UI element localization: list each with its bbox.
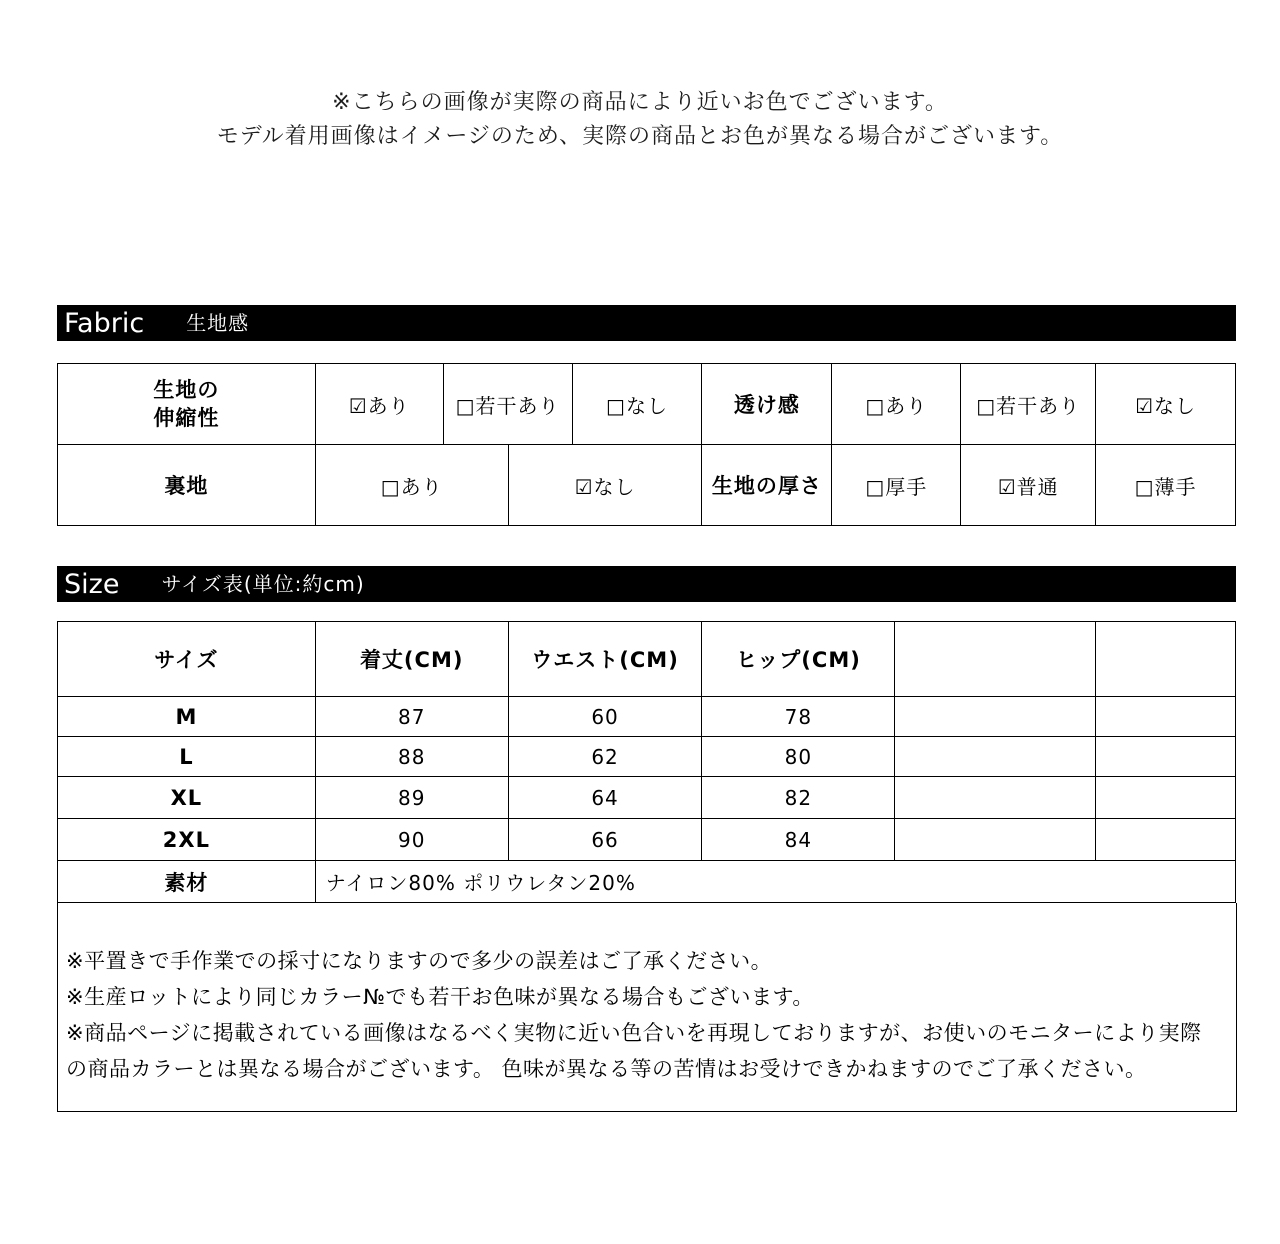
material-value: ナイロン80% ポリウレタン20% [316,861,1236,903]
fabric-stretch-label-line2: 伸縮性 [153,406,220,430]
size-col-header-hip: ヒップ(CM) [702,622,895,697]
size-row-l-length: 88 [316,737,509,777]
material-row [58,861,1236,903]
size-row-l-empty-2 [1096,737,1236,777]
size-col-header-empty-1 [895,622,1096,697]
size-row-2xl-empty-1 [895,819,1096,861]
size-row-m-hip: 78 [702,697,895,737]
fabric-lining-option-ari: □あり [316,445,509,526]
color-notice-line-2: モデル着用画像はイメージのため、実際の商品とお色が異なる場合がございます。 [216,124,1064,149]
fabric-stretch-row [58,364,1236,445]
material-label: 素材 [58,861,316,903]
fabric-lining-option-nashi: ☑なし [509,445,703,526]
size-title-jp: サイズ表(単位:約cm) [161,572,365,596]
size-row-xl-empty-2 [1096,777,1236,819]
size-row-l [58,737,1236,777]
disclaimer-notes [58,903,1237,1112]
size-row-2xl-waist: 66 [509,819,703,861]
size-row-l-hip: 80 [702,737,895,777]
size-col-header-size: サイズ [58,622,316,697]
fabric-stretch-option-ari: ☑あり [316,364,444,445]
size-table [57,621,1236,1112]
size-row-2xl-empty-2 [1096,819,1236,861]
size-row-l-label: L [58,737,316,777]
size-row-m-label: M [58,697,316,737]
size-title-en: Size [64,568,120,600]
fabric-thickness-option-futsuu: ☑普通 [961,445,1096,526]
size-row-m [58,697,1236,737]
size-col-header-length: 着丈(CM) [316,622,509,697]
size-row-2xl-length: 90 [316,819,509,861]
fabric-thickness-option-atsude: □厚手 [832,445,961,526]
size-row-xl-hip: 82 [702,777,895,819]
fabric-sheerness-option-ari: □あり [832,364,961,445]
size-row-2xl [58,819,1236,861]
size-row-m-length: 87 [316,697,509,737]
size-row-m-empty-1 [895,697,1096,737]
size-row-xl-label: XL [58,777,316,819]
size-section-header [57,566,1236,602]
fabric-stretch-option-nashi: □なし [573,364,703,445]
fabric-stretch-label-line1: 生地の [153,377,220,402]
size-col-header-waist: ウエスト(CM) [509,622,703,697]
disclaimer-note-1: ※平置きで手作業での採寸になりますので多少の誤差はご了承ください。 [66,949,773,973]
fabric-thickness-option-usude: □薄手 [1096,445,1236,526]
size-col-header-empty-2 [1096,622,1236,697]
size-table-header-row [58,622,1236,697]
fabric-lining-label: 裏地 [58,445,316,526]
fabric-table [57,363,1236,526]
size-row-xl-empty-1 [895,777,1096,819]
fabric-stretch-option-jakkan-ari: □若干あり [444,364,573,445]
size-row-xl [58,777,1236,819]
size-row-l-empty-1 [895,737,1096,777]
fabric-sheerness-option-nashi: ☑なし [1096,364,1236,445]
size-row-m-waist: 60 [509,697,703,737]
size-row-2xl-label: 2XL [58,819,316,861]
fabric-stretch-label [58,364,316,445]
size-row-xl-length: 89 [316,777,509,819]
fabric-thickness-label: 生地の厚さ [702,445,832,526]
size-row-l-waist: 62 [509,737,703,777]
color-notice [0,0,1280,154]
fabric-section-header [57,305,1236,341]
color-notice-line-1: ※こちらの画像が実際の商品により近いお色でございます。 [332,90,948,115]
fabric-title-jp: 生地感 [186,311,250,335]
fabric-title-en: Fabric [64,307,145,339]
fabric-lining-row [58,445,1236,526]
size-row-xl-waist: 64 [509,777,703,819]
size-row-2xl-hip: 84 [702,819,895,861]
content-column [57,305,1236,1112]
disclaimer-note-2: ※生産ロットにより同じカラー№でも若干お色味が異なる場合もございます。 [66,985,814,1009]
fabric-sheerness-label: 透け感 [702,364,832,445]
fabric-sheerness-option-jakkan-ari: □若干あり [961,364,1096,445]
disclaimer-note-3: ※商品ページに掲載されている画像はなるべく実物に近い色合いを再現しておりますが、お使いのモニターにより実際の商品カラーとは異なる場合がございます。 色味が異なる等の苦情はお受けできかねますのでご了承ください。 [66,1021,1202,1081]
size-row-m-empty-2 [1096,697,1236,737]
